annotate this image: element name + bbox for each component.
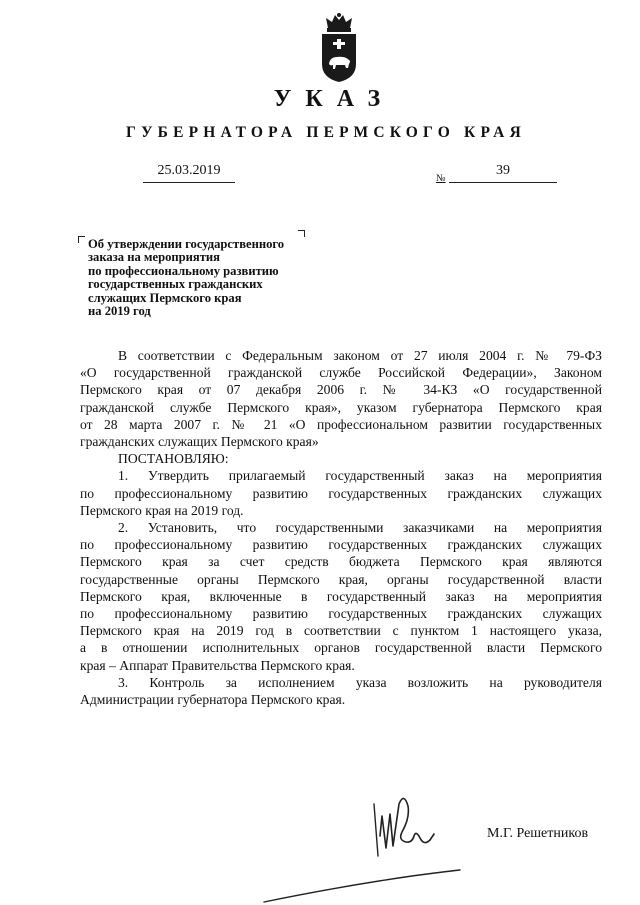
coat-of-arms-icon <box>318 12 360 84</box>
number-label: № <box>436 173 446 184</box>
subject-line: Об утверждении государственного <box>88 237 285 251</box>
body-line: гражданских служащих Пермского края» <box>80 434 319 450</box>
body-line: Администрации губернатора Пермского края. <box>80 692 346 708</box>
decree-title: УКАЗ <box>273 86 395 112</box>
decree-subject <box>88 238 338 318</box>
body-line: 1. Утвердить прилагаемый государственный заказ на мероприятия <box>118 468 602 484</box>
subject-line: государственных гражданских <box>88 277 263 292</box>
body-line: по профессиональному развитию государственных гражданских служащих <box>80 537 602 553</box>
subject-bracket-right <box>298 230 305 237</box>
body-line: гражданской службе Пермского края», указом губернатора Пермского края <box>80 399 602 415</box>
body-line: Пермского края от 07 декабря 2006 г. № 34-КЗ «О государственной <box>80 382 602 398</box>
body-line-decree-word: ПОСТАНОВЛЯЮ: <box>118 451 229 467</box>
signatory-name: М.Г. Решетников <box>487 826 589 841</box>
body-line: по профессиональному развитию государственных гражданских служащих <box>80 606 602 622</box>
body-line: 2. Установить, что государственными заказчиками на мероприятия <box>118 520 602 536</box>
subject-line: заказа на мероприятия <box>88 250 220 265</box>
subject-line: по профессиональному развитию <box>88 263 279 278</box>
body-line: В соответствии с Федеральным законом от 27 июля 2004 г. № 79-ФЗ <box>118 348 602 363</box>
body-line: Пермского края за счет средств бюджета Пермского края являются <box>80 554 602 570</box>
decree-body <box>80 347 602 708</box>
body-line: Пермского края на 2019 год в соответствии с пунктом 1 настоящего указа, <box>80 623 602 639</box>
body-line: государственные органы Пермского края, органы государственной власти <box>80 571 602 587</box>
handwritten-signature <box>262 786 462 904</box>
body-line: Пермского края, включенные в государственный заказ на мероприятия <box>80 588 602 604</box>
body-line: 3. Контроль за исполнением указа возложить на руководителя <box>118 674 602 690</box>
body-line: а в отношении исполнительных органов государственной власти Пермского <box>80 640 602 656</box>
subject-bracket-left <box>78 236 85 243</box>
body-line: края – Аппарат Правительства Пермского края. <box>80 657 355 673</box>
subject-line: служащих Пермского края <box>88 290 242 305</box>
decree-issuer: ГУБЕРНАТОРА ПЕРМСКОГО КРАЯ <box>126 124 526 141</box>
decree-number: 39 <box>449 163 557 183</box>
body-line: по профессиональному развитию государственных гражданских служащих <box>80 485 602 501</box>
subject-line: на 2019 год <box>88 304 151 319</box>
body-line: Пермского края на 2019 год. <box>80 502 244 518</box>
body-line: «О государственной гражданской службе Российской Федерации», Законом <box>80 365 602 381</box>
body-line: от 28 марта 2007 г. № 21 «О профессиональном развитии государственных <box>80 416 602 432</box>
decree-date: 25.03.2019 <box>143 163 235 183</box>
